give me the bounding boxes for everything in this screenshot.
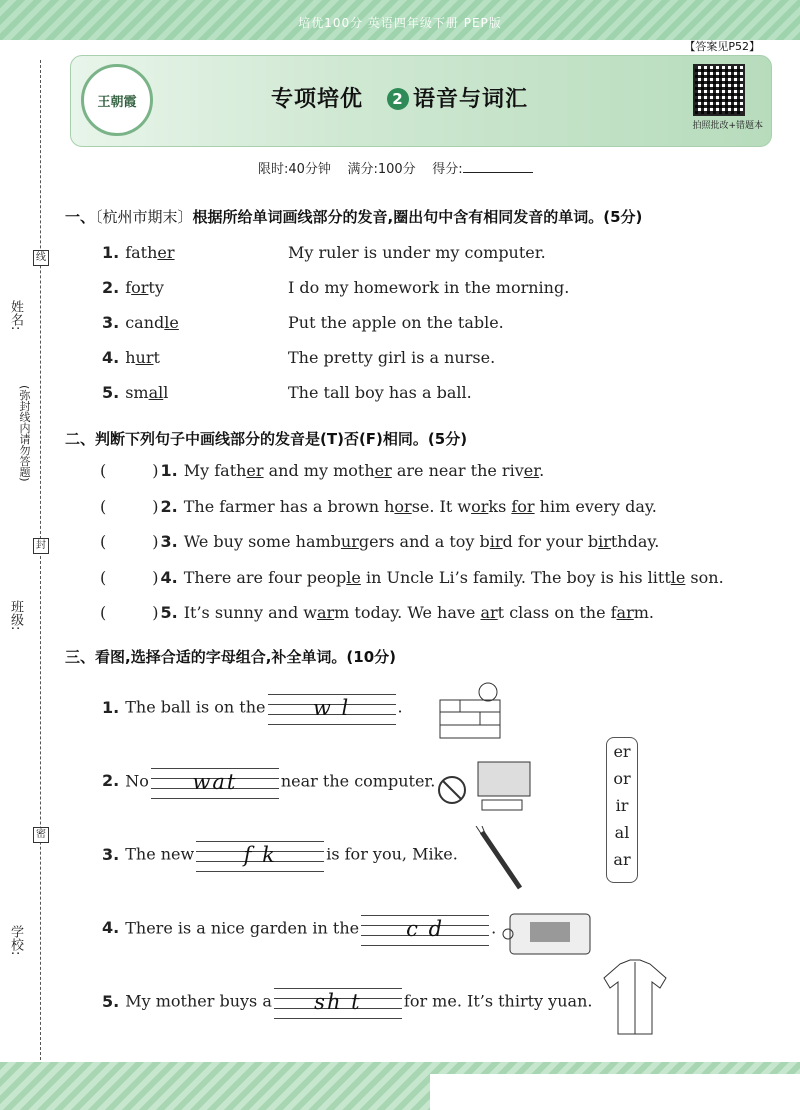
item-number: 3. — [160, 532, 178, 551]
publisher-logo — [81, 64, 153, 136]
sec3-item — [102, 690, 403, 726]
sentence-before: The ball is on the — [125, 697, 266, 717]
word-post: ty — [148, 278, 164, 297]
score-label: 得分: — [432, 162, 463, 177]
unit-number-badge: 2 — [387, 88, 409, 110]
underlined-part: ur — [340, 532, 359, 551]
word-post: l — [163, 383, 169, 402]
sec1-sentence[interactable]: My ruler is under my computer. — [288, 243, 546, 262]
underlined-part: le — [346, 567, 361, 587]
text-part: My fath — [183, 461, 247, 480]
exam-meta — [258, 158, 533, 177]
answer-paren[interactable]: ( ) — [100, 496, 159, 516]
qr-label: 拍照批改+错题本 — [692, 121, 763, 131]
shirt-picture — [600, 958, 670, 1038]
word-write-box[interactable] — [274, 984, 402, 1020]
sec1-sentence[interactable]: I do my homework in the morning. — [288, 278, 570, 297]
sentence-after: for me. It’s thirty yuan. — [403, 991, 593, 1011]
underlined-part: or — [471, 496, 489, 516]
letter-options-box — [606, 737, 638, 883]
fork-picture — [472, 826, 532, 896]
sec3-item — [102, 984, 592, 1020]
sentence-after: near the computer. — [280, 771, 436, 790]
title-sub: 语音与词汇 — [413, 87, 529, 112]
handwritten-letters: w l — [312, 696, 351, 720]
sec1-word-item — [102, 348, 160, 367]
qr-code-icon[interactable] — [693, 64, 745, 116]
handwritten-letters: f k — [243, 843, 277, 867]
no-answer-note: (弥封线内请勿答题) — [18, 385, 31, 482]
sec3-item — [102, 837, 458, 873]
underlined-part: ar — [480, 603, 498, 622]
item-number: 5. — [160, 603, 178, 622]
sentence-before: The new — [125, 844, 195, 864]
underlined-part: ir — [598, 532, 611, 551]
sec2-item — [100, 461, 544, 480]
line-mark: 线 — [33, 250, 49, 266]
word-underlined: or — [131, 278, 149, 297]
word-pre: f — [125, 278, 132, 297]
underlined-part: er — [523, 461, 540, 480]
handwritten-letters: wat — [192, 769, 238, 794]
sentence-after: is for you, Mike. — [326, 844, 458, 864]
underlined-part: er — [246, 461, 264, 480]
item-number: 3. — [102, 313, 120, 332]
sec1-sentence[interactable]: Put the apple on the table. — [288, 313, 504, 332]
section-1-number: 一、 — [65, 208, 96, 226]
word-underlined: ur — [135, 348, 154, 367]
word-write-box[interactable] — [268, 690, 396, 726]
page-title — [271, 82, 528, 113]
underlined-part: or — [394, 496, 412, 516]
answer-reference: 【答案见P52】 — [684, 40, 760, 53]
name-label: 姓名: — [8, 300, 23, 331]
sec3-item — [102, 764, 435, 800]
sentence-after: . — [397, 697, 403, 717]
source-tag: 〔杭州市期末〕 — [95, 208, 193, 226]
word-write-box[interactable] — [361, 911, 489, 947]
text-part: ks — [488, 496, 512, 516]
word-write-box[interactable] — [196, 837, 324, 873]
letter-option: ar — [613, 850, 631, 869]
letter-option: al — [614, 823, 630, 842]
sentence-before: My mother buys a — [125, 991, 272, 1011]
text-part: m. — [633, 603, 654, 622]
text-part: . — [539, 461, 545, 480]
underlined-part: le — [670, 567, 686, 587]
text-part: and my moth — [263, 461, 375, 480]
section-1-instruction: 根据所给单词画线部分的发音,圈出句中含有相同发音的单词。(5分) — [192, 208, 643, 226]
title-main: 专项培优 — [271, 87, 364, 112]
underlined-part: ar — [316, 603, 335, 622]
underlined-part: ir — [489, 532, 503, 551]
letter-option: er — [613, 742, 631, 761]
handwritten-letters: sh t — [314, 990, 362, 1014]
item-number: 1. — [102, 697, 120, 717]
item-number: 1. — [160, 461, 178, 480]
item-number: 4. — [102, 918, 120, 937]
full-score: 满分:100分 — [347, 162, 416, 177]
text-part: in Uncle Li’s family. The boy is his litt — [360, 567, 671, 587]
underlined-part: for — [511, 496, 535, 516]
text-part: gers and a toy b — [358, 532, 490, 551]
top-band — [0, 0, 800, 40]
word-pre: cand — [125, 313, 165, 332]
top-band-text: 培优100分 英语四年级下册 PEP版 — [298, 16, 502, 30]
item-number: 5. — [102, 991, 120, 1011]
item-number: 5. — [102, 383, 120, 402]
wall-ball-picture — [430, 680, 510, 740]
word-write-box[interactable] — [151, 764, 279, 800]
section-1-heading — [65, 206, 642, 227]
text-part: m today. We have — [334, 603, 481, 622]
letter-option: ir — [615, 796, 629, 815]
letter-option: or — [613, 769, 631, 788]
item-number: 2. — [102, 771, 120, 790]
card-picture — [500, 910, 595, 960]
text-part: The farmer has a brown h — [183, 496, 395, 516]
text-part: We buy some hamb — [183, 532, 341, 551]
seal-mark: 封 — [33, 538, 49, 554]
answer-paren[interactable]: ( ) — [100, 603, 159, 622]
word-pre: sm — [125, 383, 149, 402]
answer-paren[interactable]: ( ) — [100, 532, 159, 551]
sentence-after: . — [491, 918, 497, 937]
answer-paren[interactable]: ( ) — [100, 567, 159, 587]
score-blank[interactable] — [463, 172, 533, 173]
underlined-part: ar — [616, 603, 634, 622]
item-number: 4. — [160, 567, 178, 587]
bind-mark: 密 — [33, 827, 49, 843]
word-underlined: al — [148, 383, 164, 402]
binding-line — [40, 60, 41, 1060]
sec1-word-item — [102, 383, 168, 402]
sec1-sentence[interactable]: The pretty girl is a nurse. — [288, 348, 496, 367]
word-underlined: le — [164, 313, 179, 332]
sec1-word-item — [102, 243, 175, 262]
logo-text: 王朝霞 — [97, 95, 137, 110]
sec1-word-item — [102, 278, 164, 297]
word-pre: fath — [125, 243, 158, 262]
class-label: 班级: — [8, 600, 23, 631]
text-part: son. — [685, 567, 724, 587]
item-number: 2. — [160, 496, 178, 516]
sentence-before: There is a nice garden in the — [125, 918, 360, 937]
time-limit: 限时:40分钟 — [258, 162, 331, 177]
sentence-before: No — [125, 771, 149, 790]
computer-no-water-picture — [436, 760, 546, 816]
text-part: se. It w — [411, 496, 472, 516]
section-2-heading: 二、判断下列句子中画线部分的发音是(T)否(F)相同。(5分) — [65, 430, 468, 448]
title-banner — [70, 55, 772, 147]
item-number: 4. — [102, 348, 120, 367]
bottom-band — [0, 1062, 800, 1110]
school-label: 学校: — [8, 925, 23, 956]
sec2-item — [100, 532, 659, 551]
text-part: thday. — [610, 532, 660, 551]
item-number: 3. — [102, 844, 120, 864]
item-number: 2. — [102, 278, 120, 297]
sec2-item — [100, 568, 724, 587]
text-part: him every day. — [534, 496, 657, 516]
sec2-item — [100, 603, 654, 622]
word-post: t — [153, 348, 160, 367]
bottom-blank — [430, 1074, 800, 1110]
word-pre: h — [125, 348, 136, 367]
sec1-word-item — [102, 313, 179, 332]
handwritten-letters: c d — [406, 916, 445, 941]
text-part: There are four peop — [183, 567, 347, 587]
word-underlined: er — [157, 243, 175, 262]
text-part: are near the riv — [391, 461, 524, 480]
answer-paren[interactable]: ( ) — [100, 461, 159, 480]
text-part: It’s sunny and w — [183, 603, 317, 622]
sec2-item — [100, 497, 657, 516]
text-part: t class on the f — [497, 603, 617, 622]
sec3-item — [102, 911, 496, 947]
item-number: 1. — [102, 243, 120, 262]
underlined-part: er — [374, 461, 392, 480]
sec1-sentence[interactable]: The tall boy has a ball. — [288, 383, 472, 402]
text-part: d for your b — [502, 532, 599, 551]
section-3-heading: 三、看图,选择合适的字母组合,补全单词。(10分) — [65, 648, 396, 666]
